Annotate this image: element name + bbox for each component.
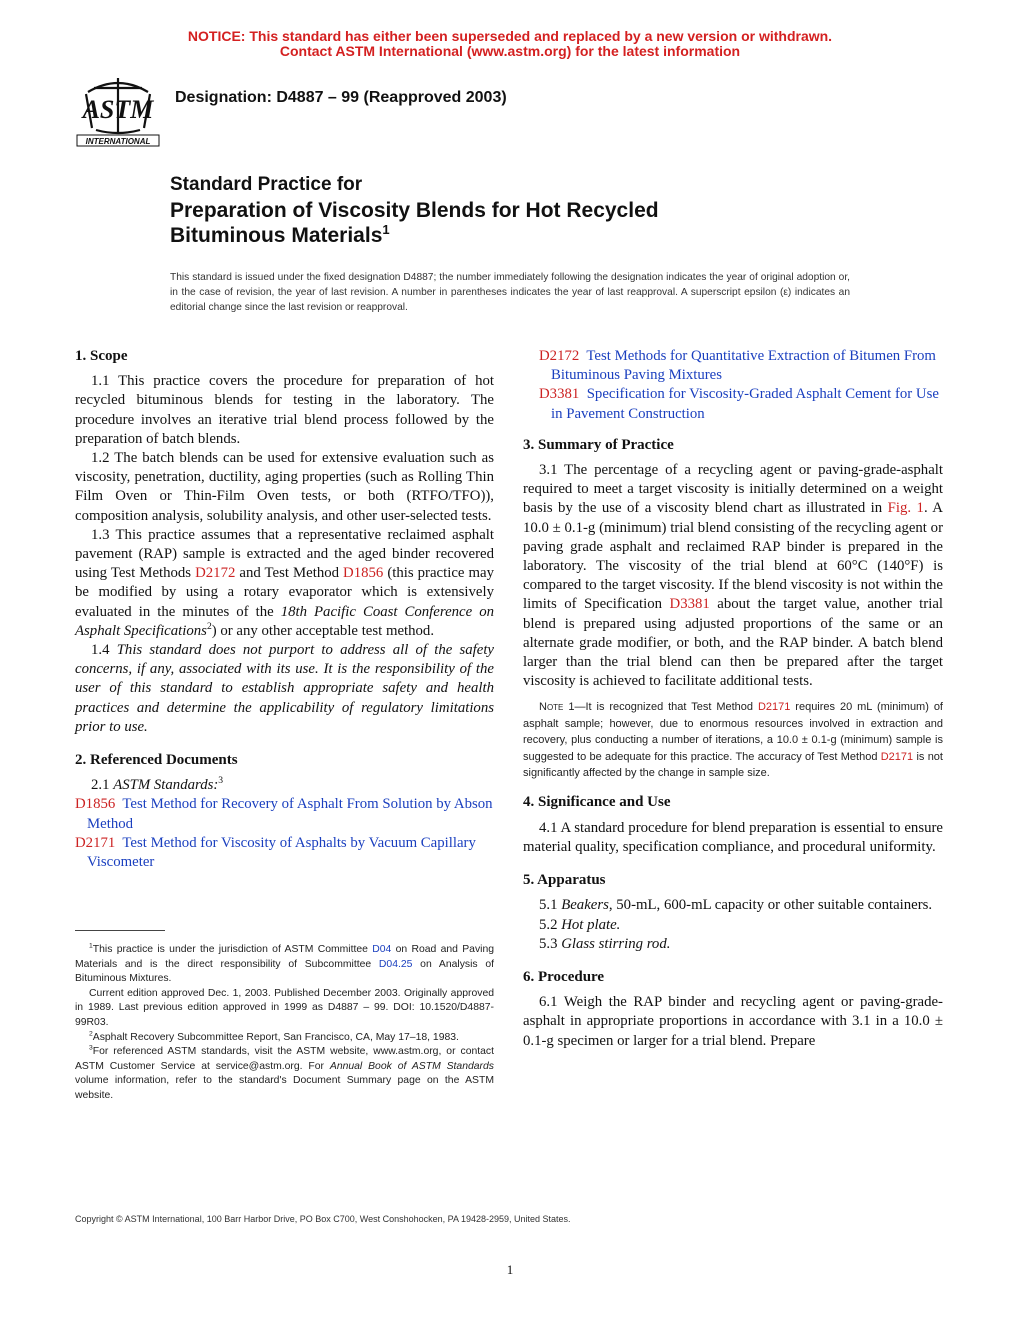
logo-subtext: INTERNATIONAL xyxy=(85,137,151,146)
notice-line-1: NOTICE: This standard has either been superseded and replaced by a new version or withdrawn. xyxy=(187,28,833,44)
apparatus-p1-italic: Beakers xyxy=(561,897,609,914)
note-1-text-a: —It is recognized that Test Method xyxy=(574,701,758,714)
refdoc-item-d1856[interactable] xyxy=(75,795,494,833)
refdoc-code: D2172 xyxy=(539,348,580,364)
apparatus-p3-italic: Glass stirring rod. xyxy=(561,935,671,952)
apparatus-p3 xyxy=(523,935,943,954)
note-ref-d2171-2[interactable]: D2171 xyxy=(880,750,914,763)
footnotes xyxy=(75,943,494,1104)
apparatus-p1 xyxy=(523,896,943,915)
refdoc-code: D3381 xyxy=(539,386,580,403)
fn1-text-a: This practice is under the jurisdiction of ASTM Committee xyxy=(92,944,373,955)
fn3-text-a: For referenced ASTM standards, visit the ASTM website, www.astm.org, or contact ASTM Customer Service at service@astm.org. For xyxy=(75,1046,494,1072)
title-line-3-text: Bituminous Materials xyxy=(170,224,383,247)
notice-line-2: Contact ASTM International (www.astm.org) for the latest information xyxy=(279,43,741,59)
significance-p1: 4.1 A standard procedure for blend preparation is essential to ensure material quality, specification compliance, and procedural uniformity. xyxy=(523,819,943,855)
designation: Designation: D4887 – 99 (Reapproved 2003) xyxy=(175,89,507,106)
right-column xyxy=(523,347,943,1051)
refdoc-title: Specification for Viscosity-Graded Asphalt Cement for Use in Pavement Construction xyxy=(551,386,939,422)
scope-p2: 1.2 The batch blends can be used for extensive evaluation such as viscosity, penetration, ductility, aging properties (such as Rolling Thin Film Oven or Thin-Film Oven tests, or both (RTFO/TFO)), composition analysis, solubility analysis, and other user-selected tests. xyxy=(75,450,494,524)
fig-1-link[interactable]: Fig. 1 xyxy=(887,500,924,517)
scope-p3-sup: 2 xyxy=(206,620,212,632)
footnote-divider xyxy=(75,930,165,931)
scope-p4-italic: This standard does not purport to address all of the safety concerns, if any, associated with its use. It is the responsibility of the user of this standard to establish appropriate safety and health practices and determine the applicability of regulatory limitations prior to use. xyxy=(75,642,494,735)
refdoc-title: Test Methods for Quantitative Extraction of Bitumen From Bituminous Paving Mixtures xyxy=(551,348,936,384)
apparatus-p1-rest: , 50-mL, 600-mL capacity or other suitable containers. xyxy=(608,897,933,914)
fn1-mark: 1 xyxy=(89,942,93,950)
refdoc-item-d2171[interactable] xyxy=(75,834,494,872)
refdoc-title: Test Method for Viscosity of Asphalts by Vacuum Capillary Viscometer xyxy=(87,834,476,871)
fn1-text-b: on Road and Paving Materials and is the direct responsibility of Subcommittee xyxy=(75,944,494,970)
scope-p3-italic: 18th Pacific Coast Conference on Asphalt Specifications xyxy=(75,603,494,639)
footnote-2 xyxy=(75,1031,494,1046)
document-title xyxy=(170,198,770,248)
summary-p1-text-a: 3.1 The percentage of a recycling agent or paving-grade-asphalt required to meet a target viscosity is initially determined on a weight basis by the use of a viscosity blend chart as illustrated in xyxy=(523,462,943,517)
scope-p3-text-b: and Test Method xyxy=(235,565,344,582)
intro-paragraph: This standard is issued under the fixed designation D4887; the number immediately following the designation indicates the year of original adoption or, in the case of revision, the year of last revision. A number in parentheses indicates the year of last reapproval. A superscript epsilon (ε) indicates an editorial change since the last revision or reapproval. xyxy=(170,272,850,313)
fn2-text: Asphalt Recovery Subcommittee Report, San Francisco, CA, May 17–18, 1983. xyxy=(92,1031,459,1043)
fn2-mark: 2 xyxy=(89,1030,93,1038)
refdoc-title: Test Method for Recovery of Asphalt From Solution by Abson Method xyxy=(87,796,493,832)
note-1-label: Note 1 xyxy=(539,701,575,714)
fn1-text-c: on Analysis of Bituminous Mixtures. xyxy=(75,958,494,985)
ref-link-d2172[interactable]: D2172 xyxy=(195,565,236,582)
apparatus-p1-num: 5.1 xyxy=(539,897,562,914)
fn1-link-d04[interactable]: D04 xyxy=(372,944,392,955)
footnote-1-edition: Current edition approved Dec. 1, 2003. Published December 2003. Originally approved in 1989. Last previous edition approved in 1999 as D4887 – 99. DOI: 10.1520/D4887-99R03. xyxy=(75,987,494,1028)
scope-p3-text-c: (this practice may be modified by using a rotary evaporator which is extensively evaluated in the minutes of the xyxy=(75,565,494,620)
refdoc-code: D1856 xyxy=(75,796,116,813)
ref-link-d3381[interactable]: D3381 xyxy=(669,596,710,613)
title-line-3 xyxy=(170,223,770,248)
refdocs-heading: 2. Referenced Documents xyxy=(75,752,238,769)
copyright: Copyright © ASTM International, 100 Barr Harbor Drive, PO Box C700, West Conshohocken, PA 19428-2959, United States. xyxy=(75,1214,571,1224)
fn3-mark: 3 xyxy=(89,1044,93,1052)
procedure-p1: 6.1 Weigh the RAP binder and recycling agent or paving-grade-asphalt in appropriate proportions in accordance with 3.1 in a 10.0 ± 0.1-g specimen or larger for a trial blend. Prepare xyxy=(523,994,943,1049)
summary-p1 xyxy=(523,461,943,691)
note-1-text-b: requires 20 mL (minimum) of asphalt sample; however, due to enormous resources involved in extraction and recovery, plus conducting a number of iterations, a 10.0 ± 0.1-g (minimum) sample is suggested to be adequate for this practice. The accuracy of Test Method xyxy=(523,701,943,763)
refdocs-sub-num: 2.1 xyxy=(91,777,114,794)
footnote-1 xyxy=(75,943,494,987)
title-line-1: Standard Practice for xyxy=(170,174,363,195)
refdoc-item-d3381[interactable] xyxy=(523,385,943,423)
note-1-text-c: is not significantly affected by the change in sample size. xyxy=(523,750,943,780)
logo-text: ASTM xyxy=(82,95,154,124)
fn3-italic: Annual Book of ASTM Standards xyxy=(329,1060,494,1072)
ref-link-d1856[interactable]: D1856 xyxy=(343,565,384,582)
fn3-text-b: volume information, refer to the standard's Document Summary page on the ASTM website. xyxy=(75,1075,494,1101)
astm-logo xyxy=(74,72,162,150)
note-1 xyxy=(523,699,943,781)
significance-heading: 4. Significance and Use xyxy=(523,794,671,811)
left-column xyxy=(75,347,494,872)
summary-p1-text-b: . A 10.0 ± 0.1-g (minimum) trial blend consisting of the recycling agent or paving grade asphalt and reclaimed RAP binder is prepared in the laboratory. The viscosity of the trial blend at 60°C (140°F) is compared to the target viscosity. If the blend viscosity is not within the limits of Specification xyxy=(523,500,943,613)
title-footnote-mark: 1 xyxy=(382,222,390,237)
scope-p3-text-d: ) or any other acceptable test method. xyxy=(211,622,435,639)
note-ref-d2171[interactable]: D2171 xyxy=(757,701,791,714)
refdocs-sub xyxy=(75,776,494,795)
scope-p3 xyxy=(75,526,494,641)
refdocs-sub-italic: ASTM Standards: xyxy=(113,777,219,794)
page-number: 1 xyxy=(506,1262,514,1277)
apparatus-heading: 5. Apparatus xyxy=(523,872,606,889)
apparatus-p2 xyxy=(523,916,943,935)
footnote-3 xyxy=(75,1045,494,1103)
procedure-heading: 6. Procedure xyxy=(523,968,605,985)
scope-p1: 1.1 This practice covers the procedure for preparation of hot recycled bituminous blends for testing in the laboratory. The procedure involves an iterative trial blend process followed by the preparation of batch blends. xyxy=(75,373,494,447)
refdoc-item-d2172[interactable] xyxy=(523,347,943,385)
summary-heading: 3. Summary of Practice xyxy=(523,436,674,453)
refdoc-code: D2171 xyxy=(75,834,116,851)
refdocs-sub-sup: 3 xyxy=(218,775,224,787)
summary-p1-text-c: about the target value, another trial blend is prepared using adjusted proportions of the same or an alternate grade modifier, or both, and the RAP binder. A batch blend larger than the trial blend can then be prepared after the target viscosity is achieved to facilitate additional tests. xyxy=(523,596,943,690)
scope-p4-num: 1.4 xyxy=(91,642,117,659)
apparatus-p3-num: 5.3 xyxy=(539,935,562,952)
scope-p3-text-a: 1.3 This practice assumes that a representative reclaimed asphalt pavement (RAP) sample is extracted and the aged binder recovered using Test Methods xyxy=(75,526,494,582)
apparatus-p2-italic: Hot plate. xyxy=(561,916,621,933)
scope-p4 xyxy=(75,641,494,737)
fn1-link-d0425[interactable]: D04.25 xyxy=(378,958,413,970)
title-line-2: Preparation of Viscosity Blends for Hot Recycled xyxy=(170,199,659,222)
apparatus-p2-num: 5.2 xyxy=(539,916,562,933)
scope-heading: 1. Scope xyxy=(75,348,128,364)
